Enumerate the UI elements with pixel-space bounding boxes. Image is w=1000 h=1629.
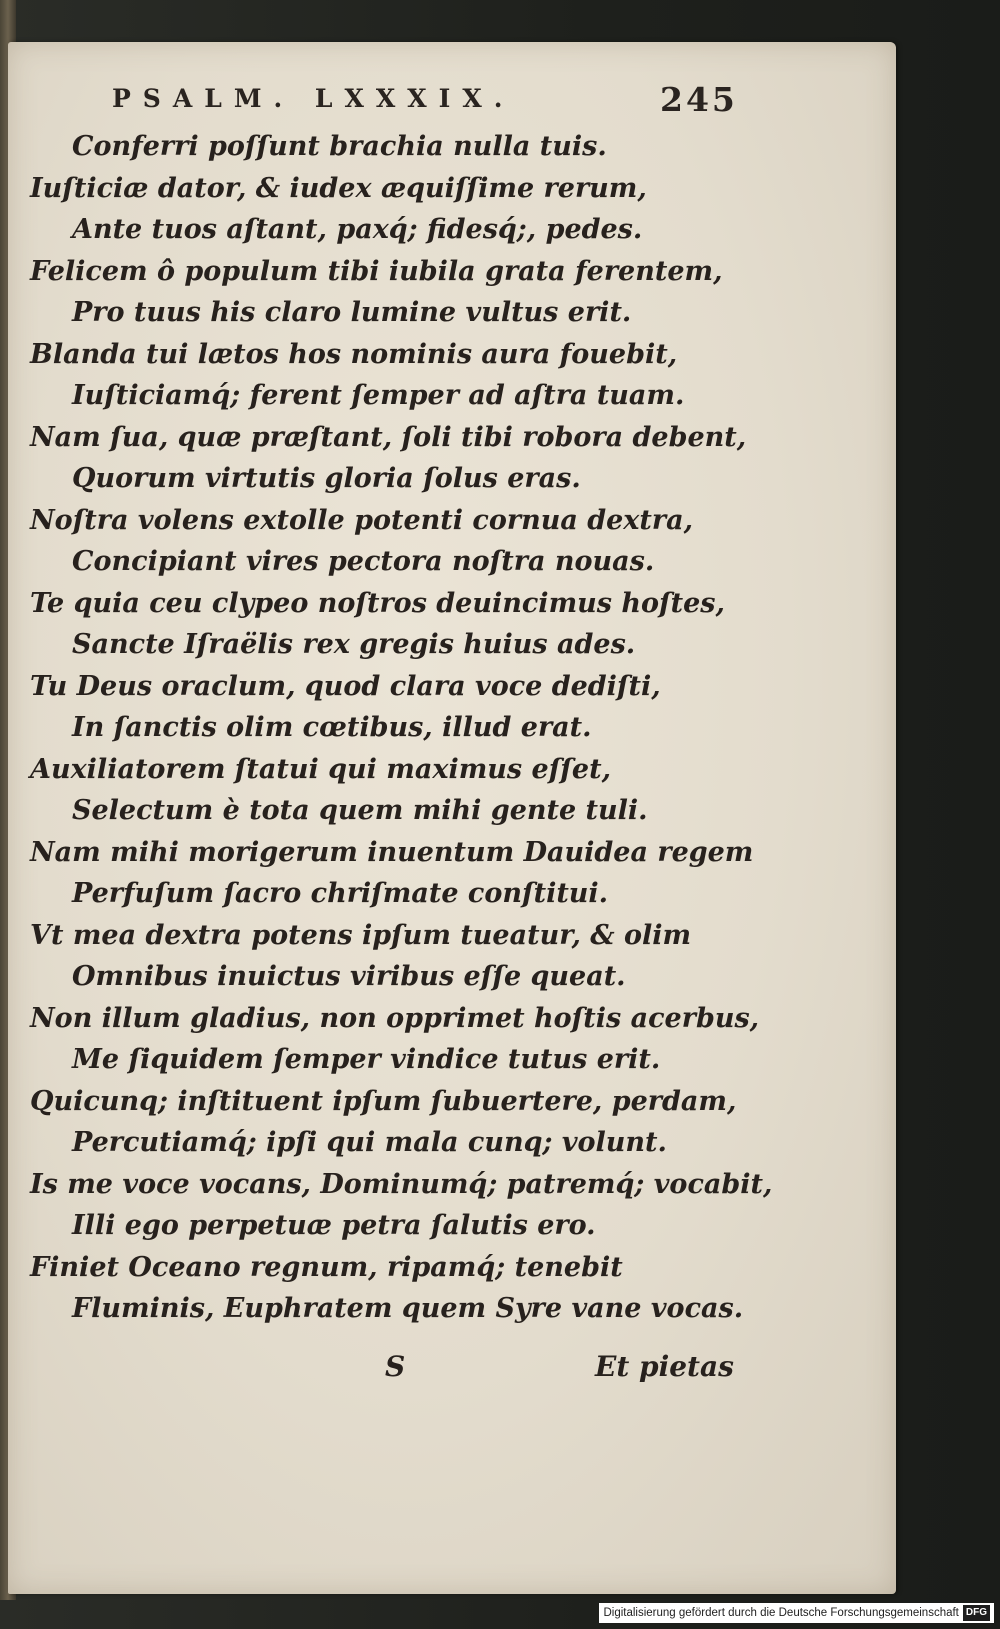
credit-text: Digitalisierung gefördert durch die Deutsche Forschungsgemeinschaft: [603, 1607, 959, 1619]
signature-mark: S: [385, 1350, 406, 1383]
verse-line: Ante tuos aſtant, paxq́; fidesq́;, pedes.: [72, 214, 643, 245]
verse-line: Iuſticiæ dator, & iudex æquiſſime rerum,: [30, 172, 647, 204]
verse-line: Non illum gladius, non opprimet hoſtis acerbus,: [30, 1002, 760, 1034]
verse-line: Tu Deus oraclum, quod clara voce dediſti,: [30, 670, 661, 702]
verse-line: Te quia ceu clypeo noſtros deuincimus hoſtes,: [30, 587, 725, 619]
psalm-verse-text: [0, 126, 773, 1330]
verse-line: Concipiant vires pectora noſtra nouas.: [72, 546, 655, 577]
digitization-credit: [599, 1603, 994, 1623]
verse-line: Me ſiquidem ſemper vindice tutus erit.: [72, 1044, 661, 1075]
verse-line: Auxiliatorem ſtatui qui maximus eſſet,: [30, 753, 611, 785]
verse-line: Quorum virtutis gloria ſolus eras.: [72, 463, 581, 494]
verse-line: Perfuſum ſacro chriſmate conſtitui.: [72, 878, 609, 909]
verse-line: Sancte Iſraëlis rex gregis huius ades.: [72, 629, 636, 660]
verse-line: Selectum è tota quem mihi gente tuli.: [72, 795, 648, 826]
verse-line: Is me voce vocans, Dominumq́; patremq́; vocabit,: [30, 1168, 773, 1200]
verse-line: Omnibus inuictus viribus eſſe queat.: [72, 961, 626, 992]
verse-line: Felicem ô populum tibi iubila grata ferentem,: [30, 255, 723, 287]
verse-line: In ſanctis olim cœtibus, illud erat.: [72, 712, 592, 743]
verse-line: Vt mea dextra potens ipſum tueatur, & olim: [30, 919, 692, 951]
verse-line: Conferri poſſunt brachia nulla tuis.: [72, 131, 607, 162]
catchword: Et pietas: [595, 1350, 734, 1383]
dfg-logo-icon: DFG: [963, 1605, 990, 1621]
verse-line: Quicunq; inſtituent ipſum ſubuertere, perdam,: [30, 1085, 737, 1117]
verse-line: Nam ſua, quæ præſtant, ſoli tibi robora debent,: [30, 421, 747, 453]
verse-line: Nam mihi morigerum inuentum Dauidea regem: [30, 836, 754, 868]
verse-line: Finiet Oceano regnum, ripamq́; tenebit: [30, 1251, 623, 1283]
verse-line: Iuſticiamq́; ferent ſemper ad aſtra tuam.: [72, 380, 685, 411]
verse-line: Percutiamq́; ipſi qui mala cunq; volunt.: [72, 1127, 667, 1158]
verse-line: Fluminis, Euphratem quem Syre vane vocas.: [72, 1293, 744, 1324]
running-head: PSALM. LXXXIX.: [112, 84, 515, 113]
verse-line: Illi ego perpetuæ petra ſalutis ero.: [72, 1210, 596, 1241]
verse-line: Pro tuus his claro lumine vultus erit.: [72, 297, 632, 328]
verse-line: Blanda tui lætos hos nominis aura fouebit,: [30, 338, 678, 370]
page-number: 245: [660, 80, 738, 119]
verse-line: Noſtra volens extolle potenti cornua dextra,: [30, 504, 693, 536]
page-footer: [0, 1348, 760, 1392]
